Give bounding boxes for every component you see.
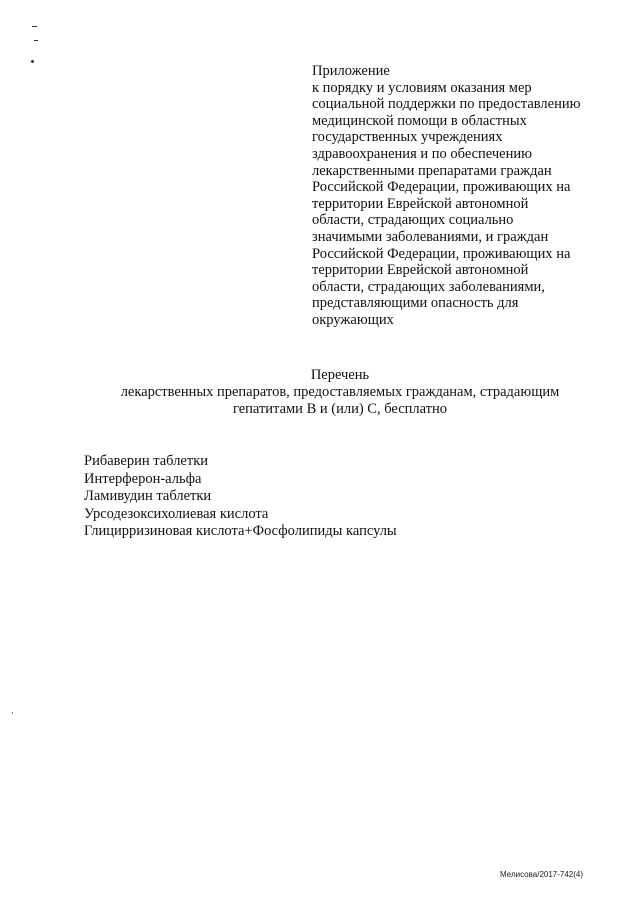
appendix-line: области, страдающих социально — [312, 212, 514, 229]
appendix-line: представляющими опасность для — [312, 295, 519, 312]
list-heading: Перечень — [310, 367, 370, 383]
appendix-line: государственных учреждениях — [312, 129, 503, 146]
appendix-line: области, страдающих заболеваниями, — [312, 278, 545, 295]
drug-item: Глицирризиновая кислота+Фосфолипиды капсулы — [84, 523, 397, 539]
list-subtitle-line: гепатитами В и (или) С, бесплатно — [232, 401, 448, 417]
appendix-line: Российской Федерации, проживающих на — [312, 179, 571, 196]
scan-mark — [31, 60, 34, 63]
scan-mark — [12, 712, 13, 714]
drug-item: Интерферон-альфа — [84, 470, 202, 487]
appendix-line: лекарственными препаратами граждан — [312, 162, 552, 179]
list-subtitle-line: лекарственных препаратов, предоставляемых гражданам, страдающим — [120, 384, 560, 400]
appendix-line: территории Еврейской автономной — [312, 262, 529, 279]
appendix-line: социальной поддержки по предоставлению — [312, 96, 581, 113]
scan-mark — [32, 26, 37, 27]
appendix-line: медицинской помощи в областных — [312, 112, 527, 129]
appendix-line: окружающих — [312, 311, 394, 328]
drug-item: Ламивудин таблетки — [84, 488, 212, 504]
list-title — [60, 367, 620, 418]
scan-mark — [34, 40, 38, 41]
appendix-line: здравоохранения и по обеспечению — [312, 145, 532, 162]
appendix-line: к порядку и условиям оказания мер — [312, 79, 532, 96]
appendix-line: значимыми заболеваниями, и граждан — [312, 228, 549, 245]
drug-list — [84, 453, 584, 541]
drug-item: Рибаверин таблетки — [84, 453, 209, 469]
appendix-header — [312, 63, 612, 329]
appendix-line: Приложение — [312, 63, 390, 79]
document-code: Мелисова/2017-742(4) — [500, 870, 584, 879]
drug-item: Урсодезоксихолиевая кислота — [84, 505, 269, 522]
appendix-line: территории Еврейской автономной — [312, 195, 529, 212]
appendix-line: Российской Федерации, проживающих на — [312, 245, 571, 262]
